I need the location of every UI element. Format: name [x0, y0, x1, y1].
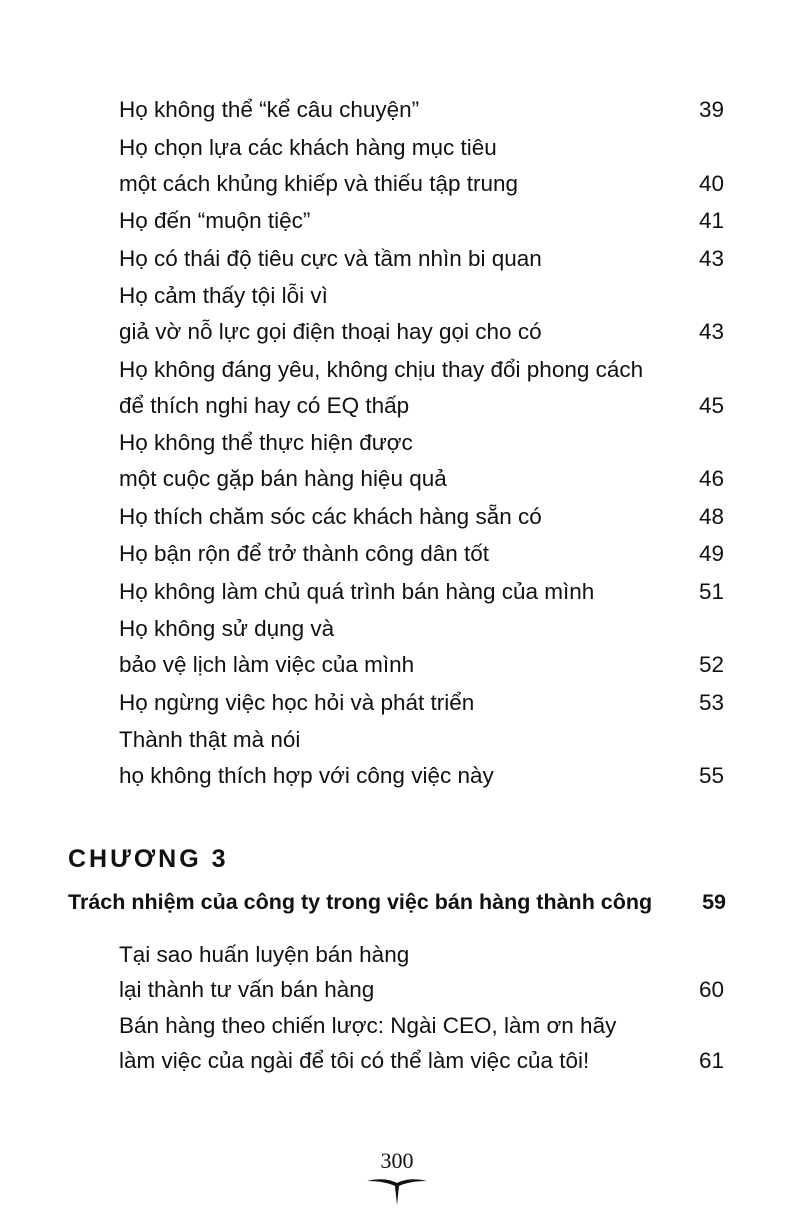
toc-entry-title-line: một cuộc gặp bán hàng hiệu quả [119, 466, 447, 491]
toc-entry-title-line: làm việc của ngài để tôi có thể làm việc của tôi! [119, 1048, 590, 1073]
toc-entry-title-line: Bán hàng theo chiến lược: Ngài CEO, làm ơn hãy [119, 1013, 617, 1038]
toc-entry-page-number: 60 [698, 977, 724, 1002]
toc-entry-title-line: Họ không đáng yêu, không chịu thay đổi phong cách [119, 356, 644, 382]
toc-entry-title-line: Họ ngừng việc học hỏi và phát triển [119, 689, 475, 715]
toc-entry-page-number: 55 [698, 763, 724, 788]
toc-entry-title-line: Thành thật mà nói [119, 727, 301, 752]
toc-entry-page-number: 61 [698, 1048, 724, 1073]
toc-entry-page-number: 46 [698, 466, 724, 491]
page-number: 300 [380, 1148, 414, 1173]
toc-entry-title-line: Họ không thể “kể câu chuyện” [119, 97, 420, 122]
toc-entry-page-number: 51 [698, 578, 724, 604]
toc-entry-page-number: 40 [698, 170, 724, 196]
toc-entry-title-line: Họ cảm thấy tội lỗi vì [119, 283, 328, 308]
toc-entry-title-line: giả vờ nỗ lực gọi điện thoại hay gọi cho có [119, 319, 542, 344]
toc-entry-page-number: 45 [698, 392, 724, 418]
toc-entry-page-number: 43 [698, 319, 724, 344]
toc-entry-title-line: Họ có thái độ tiêu cực và tầm nhìn bi quan [119, 245, 542, 271]
chapter-title: Trách nhiệm của công ty trong việc bán hàng thành công [68, 890, 653, 914]
toc-entry-title-line: một cách khủng khiếp và thiếu tập trung [119, 170, 519, 196]
toc-entry-title-line: lại thành tư vấn bán hàng [119, 977, 375, 1002]
toc-entry-title-line: Họ thích chăm sóc các khách hàng sẵn có [119, 503, 542, 529]
toc-entry-title-line: Họ đến “muộn tiệc” [119, 208, 311, 233]
toc-entry-page-number: 52 [698, 652, 724, 677]
toc-entry-title-line: Họ không sử dụng và [119, 616, 335, 641]
toc-entry-page-number: 39 [698, 97, 724, 122]
page-ornament-icon [365, 1175, 429, 1207]
toc-entry-page-number: 43 [698, 245, 724, 271]
toc-entry-title-line: bảo vệ lịch làm việc của mình [119, 652, 415, 677]
toc-entry-title-line: Họ không thể thực hiện được [119, 430, 413, 455]
toc-entry-page-number: 48 [698, 503, 724, 529]
toc-entry-title-line: Họ chọn lựa các khách hàng mục tiêu [119, 134, 497, 160]
toc-entry-page-number: 53 [698, 689, 724, 715]
toc-entry-title-line: Họ không làm chủ quá trình bán hàng của mình [119, 578, 595, 604]
toc-entry-page-number: 41 [698, 208, 724, 233]
chapter-page-number: 59 [702, 890, 726, 914]
toc-entry-title-line: để thích nghi hay có EQ thấp [119, 392, 410, 418]
toc-entry-title-line: họ không thích hợp với công việc này [119, 763, 494, 788]
chapter-heading: CHƯƠNG 3 [68, 845, 229, 873]
toc-entry-page-number: 49 [698, 541, 724, 566]
toc-entry-title-line: Họ bận rộn để trở thành công dân tốt [119, 541, 490, 566]
toc-entry-title-line: Tại sao huấn luyện bán hàng [119, 942, 410, 967]
